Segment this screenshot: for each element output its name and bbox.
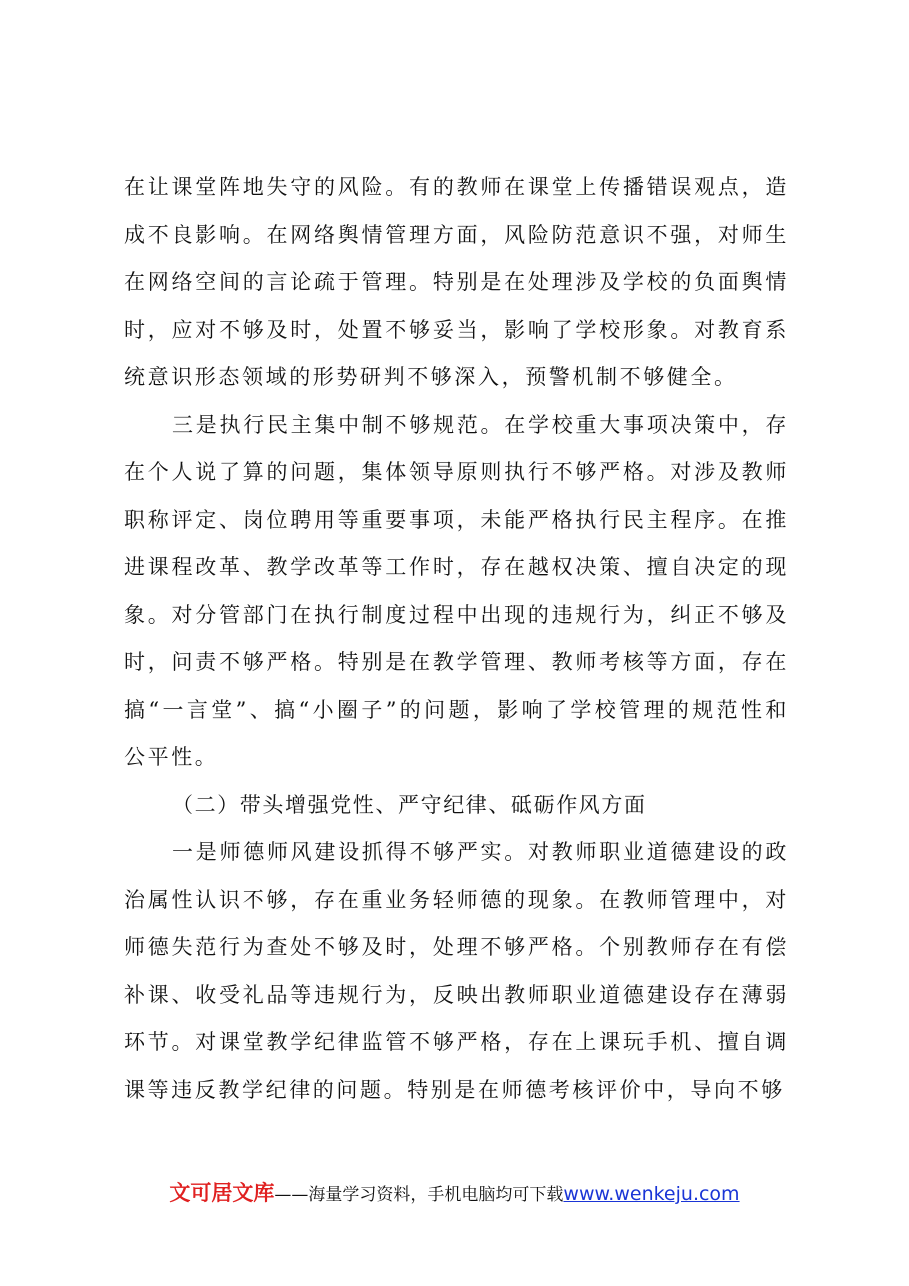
- footer-link[interactable]: www.wenkeju.com: [563, 1183, 740, 1205]
- footer-watermark: [0, 1180, 909, 1208]
- paragraph-continuation: 在让课堂阵地失守的风险。有的教师在课堂上传播错误观点，造成不良影响。在网络舆情管理方面，风险防范意识不强，对师生在网络空间的言论疏于管理。特别是在处理涉及学校的负面舆情时，应对不够及时，处置不够妥当，影响了学校形象。对教育系统意识形态领域的形势研判不够深入，预警机制不够健全。: [124, 175, 789, 389]
- paragraph-teacher-ethics: 一是师德师风建设抓得不够严实。对教师职业道德建设的政治属性认识不够，存在重业务轻师德的现象。在教师管理中，对师德失范行为查处不够及时，处理不够严格。个别教师存在有偿补课、收受礼品等违规行为，反映出教师职业道德建设存在薄弱环节。对课堂教学纪律监管不够严格，存在上课玩手机、擅自调课等违反教学纪律的问题。特别是在师德考核评价中，导向不够: [124, 840, 789, 1102]
- section-heading: （二）带头增强党性、严守纪律、砥砺作风方面: [172, 792, 647, 817]
- paragraph-democratic-centralism: 三是执行民主集中制不够规范。在学校重大事项决策中，存在个人说了算的问题，集体领导原则执行不够严格。对涉及教师职称评定、岗位聘用等重要事项，未能严格执行民主程序。在推进课程改革、教学改革等工作时，存在越权决策、擅自决定的现象。对分管部门在执行制度过程中出现的违规行为，纠正不够及时，问责不够严格。特别是在教学管理、教师考核等方面，存在搞“一言堂”、搞“小圈子”的问题，影响了学校管理的规范性和公平性。: [124, 412, 789, 769]
- footer-brand: 文可居文库: [169, 1181, 275, 1205]
- document-body: [124, 164, 789, 1114]
- footer-tagline: ——海量学习资料，手机电脑均可下载: [274, 1185, 564, 1205]
